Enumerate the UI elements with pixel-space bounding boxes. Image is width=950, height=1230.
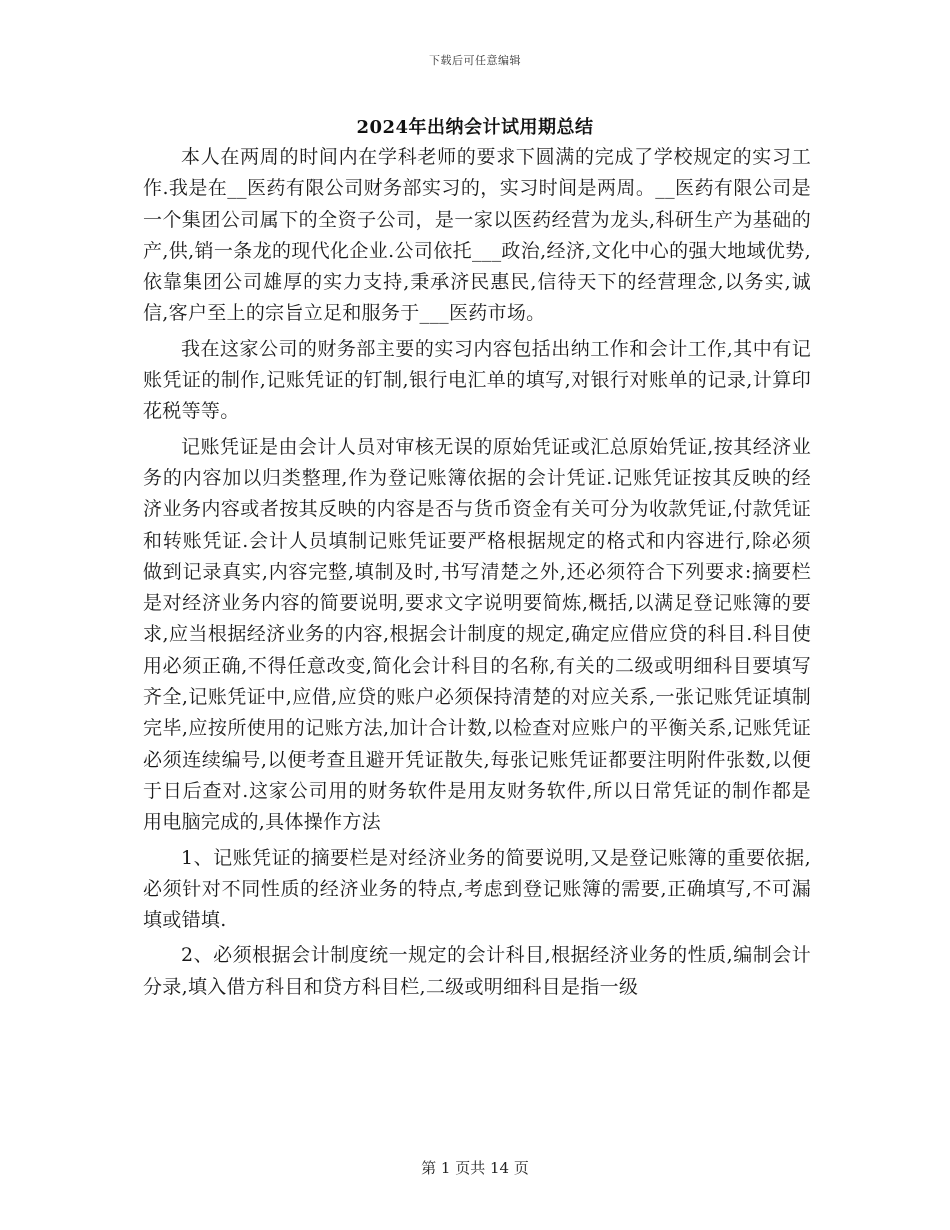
- paragraph-step-1: 1、记账凭证的摘要栏是对经济业务的简要说明,又是登记账簿的重要依据,必须针对不同性质的经济业务的特点,考虑到登记账簿的需要,正确填写,不可漏填或错填.: [143, 846, 811, 932]
- header-note: 下载后可任意编辑: [429, 54, 521, 67]
- page-number-footer: 第 1 页共 14 页: [421, 1159, 529, 1177]
- paragraph-intro: 本人在两周的时间内在学科老师的要求下圆满的完成了学校规定的实习工作.我是在__医药有限公司财务部实习的，实习时间是两周。__医药有限公司是一个集团公司属下的全资子公司，是一家以医药经营为龙头,科研生产为基础的产,供,销一条龙的现代化企业.公司依托___政治,经济,文化中心的强大地域优势,依靠集团公司雄厚的实力支持,秉承济民惠民,信待天下的经营理念,以务实,诚信,客户至上的宗旨立足和服务于___医药市场。: [143, 146, 811, 325]
- paragraph-step-2: 2、必须根据会计制度统一规定的会计科目,根据经济业务的性质,编制会计分录,填入借方科目和贷方科目栏,二级或明细科目是指一级: [143, 944, 811, 998]
- paragraph-voucher-description: 记账凭证是由会计人员对审核无误的原始凭证或汇总原始凭证,按其经济业务的内容加以归类整理,作为登记账簿依据的会计凭证.记账凭证按其反映的经济业务内容或者按其反映的内容是否与货币资金有关可分为收款凭证,付款凭证和转账凭证.会计人员填制记账凭证要严格根据规定的格式和内容进行,除必须做到记录真实,内容完整,填制及时,书写清楚之外,还必须符合下列要求:摘要栏是对经济业务内容的简要说明,要求文字说明要简炼,概括,以满足登记账簿的要求,应当根据经济业务的内容,根据会计制度的规定,确定应借应贷的科目.科目使用必须正确,不得任意改变,简化会计科目的名称,有关的二级或明细科目要填写齐全,记账凭证中,应借,应贷的账户必须保持清楚的对应关系,一张记账凭证填制完毕,应按所使用的记账方法,加计合计数,以检查对应账户的平衡关系,记账凭证必须连续编号,以便考查且避开凭证散失,每张记账凭证都要注明附件张数,以便于日后查对.这家公司用的财务软件是用友财务软件,所以日常凭证的制作都是用电脑完成的,具体操作方法: [143, 435, 811, 834]
- document-body: [143, 142, 811, 1007]
- paragraph-internship-content: 我在这家公司的财务部主要的实习内容包括出纳工作和会计工作,其中有记账凭证的制作,记账凭证的钉制,银行电汇单的填写,对银行对账单的记录,计算印花税等等。: [143, 337, 811, 423]
- document-title: 2024年出纳会计试用期总结: [356, 117, 594, 138]
